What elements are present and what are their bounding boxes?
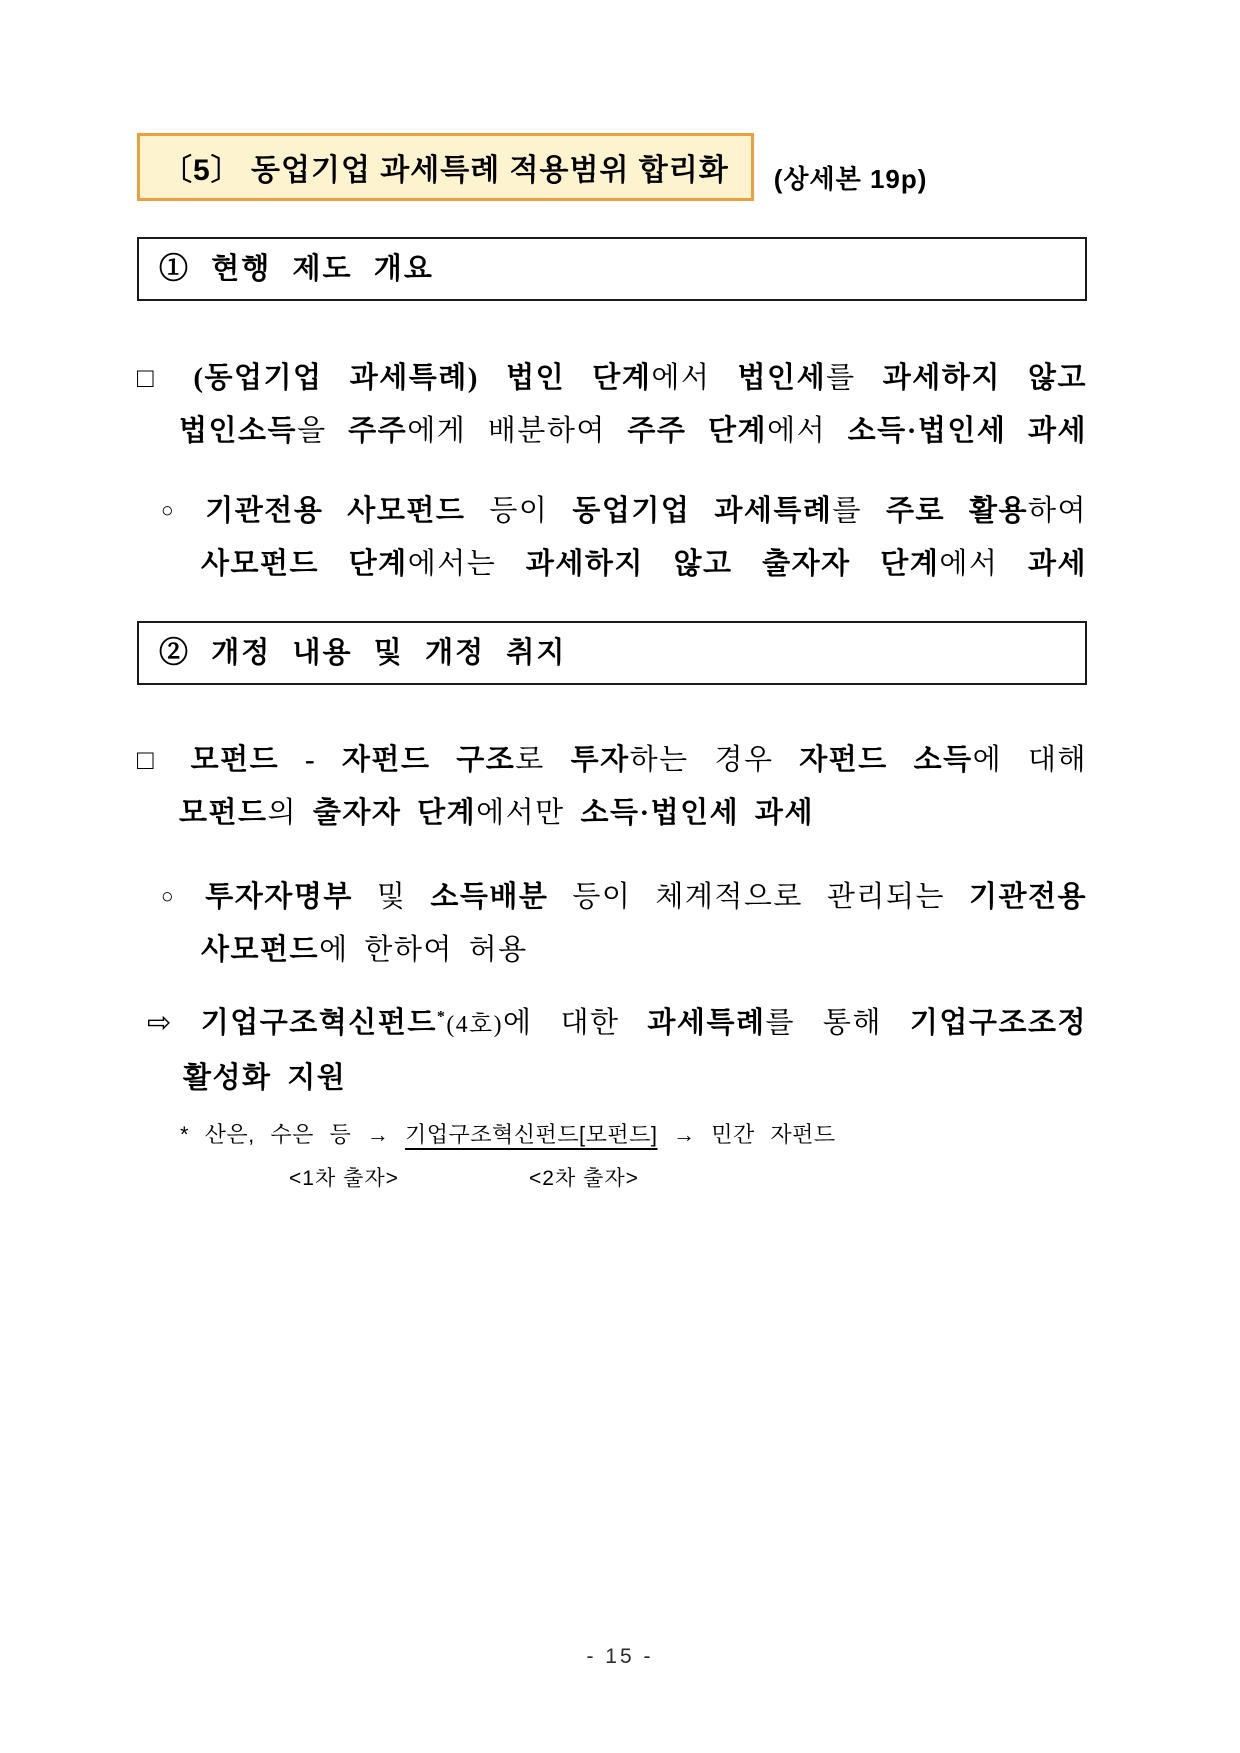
text-line <box>137 405 1087 458</box>
text-run: 로 <box>515 744 571 776</box>
text-run: 에 한하여 허용 <box>319 934 528 966</box>
text-run: 투자 <box>570 744 630 776</box>
text-run: 기관전용 <box>968 881 1088 913</box>
text-run: 사모펀드 단계 <box>201 548 408 580</box>
arrow-bullet-icon: ⇨ <box>147 1007 201 1039</box>
circle-bullet-icon: ○ <box>161 498 206 522</box>
text-run: 을 <box>297 415 349 447</box>
paragraph <box>137 351 1087 458</box>
text-line <box>137 997 1087 1052</box>
section-2-title: ② 개정 내용 및 개정 취지 <box>159 637 567 669</box>
text-run: 에 대해 <box>972 744 1087 776</box>
text-run: 과세 <box>1027 548 1088 580</box>
text-run: 에서 <box>651 362 738 394</box>
text-run: 하여 <box>1027 495 1088 527</box>
text-run: 활성화 지원 <box>183 1062 347 1094</box>
text-run: 에서 <box>939 548 1028 580</box>
text-run: * <box>436 1008 447 1026</box>
text-run: 소득·법인세 과세 <box>847 415 1088 447</box>
paragraph <box>137 870 1087 977</box>
text-run: 하는 경우 <box>629 744 800 776</box>
text-run: 모펀드 - 자펀드 구조 <box>190 744 516 776</box>
text-run: 를 <box>826 362 883 394</box>
text-run: 법인소득 <box>179 415 298 447</box>
text-run: 주주 단계 <box>627 415 768 447</box>
text-line <box>137 538 1087 591</box>
text-run: 등이 체계적으로 관리되는 <box>548 881 969 913</box>
text-run: 의 <box>267 797 313 829</box>
text-line <box>137 787 1087 840</box>
text-run: 에게 배분하여 <box>407 415 628 447</box>
section-2-body <box>137 733 1087 1105</box>
text-run: 기업구조조정 <box>909 1007 1087 1039</box>
paragraph <box>137 997 1087 1105</box>
section-1-header <box>137 237 1087 301</box>
text-run: 를 통해 <box>765 1007 910 1039</box>
title-row <box>137 133 1087 201</box>
text-line <box>137 924 1087 977</box>
text-run: 과세하지 않고 <box>882 362 1088 394</box>
square-bullet-icon: □ <box>137 744 191 775</box>
title-box <box>137 133 754 201</box>
footnote <box>137 1113 1087 1205</box>
text-run: (동업기업 과세특례) 법인 단계 <box>193 362 652 394</box>
text-run: 주로 활용 <box>885 495 1028 527</box>
text-run: 출자자 단계 <box>312 797 477 829</box>
square-bullet-icon: □ <box>137 362 194 393</box>
text-run: * 산은, 수은 등 → <box>180 1122 405 1147</box>
footnote-caption-primary-investment: <1차 출자> <box>289 1167 399 1190</box>
text-run: 등이 <box>465 495 573 527</box>
footnote-flow-line <box>137 1113 1087 1157</box>
text-line <box>137 870 1087 924</box>
text-run: → 민간 자펀드 <box>657 1122 836 1147</box>
paragraph <box>137 484 1087 591</box>
text-run: 기업구조혁신펀드 <box>200 1007 437 1039</box>
text-run: 에서는 <box>407 548 526 580</box>
text-run: 투자자명부 <box>205 881 353 913</box>
text-line <box>137 1052 1087 1105</box>
text-line <box>137 484 1087 538</box>
text-run: 자펀드 소득 <box>799 744 973 776</box>
detail-reference-note: (상세본 19p) <box>773 164 928 194</box>
text-run: 주주 <box>348 415 408 447</box>
page-number: - 15 - <box>586 1645 654 1668</box>
text-line <box>137 351 1087 405</box>
text-run: 및 <box>352 881 431 913</box>
text-run: 기업구조혁신펀드[모펀드] <box>405 1122 658 1147</box>
text-run: 법인세 <box>737 362 827 394</box>
circle-bullet-icon: ○ <box>161 884 206 908</box>
text-run: 소득배분 <box>430 881 549 913</box>
section-1-body <box>137 351 1087 591</box>
paragraph <box>137 733 1087 840</box>
section-2-header <box>137 621 1087 685</box>
text-run: 동업기업 과세특례 <box>572 495 833 527</box>
page-title: 〔5〕 동업기업 과세특례 적용범위 합리화 <box>162 154 729 187</box>
text-run: 소득·법인세 과세 <box>580 797 814 829</box>
text-line <box>137 733 1087 787</box>
text-run: 과세특례 <box>647 1007 766 1039</box>
text-run: 에 대한 <box>503 1007 648 1039</box>
footnote-captions <box>137 1157 1087 1205</box>
text-run: 기관전용 사모펀드 <box>205 495 466 527</box>
text-run: (4호) <box>446 1012 503 1038</box>
text-run: 를 <box>832 495 886 527</box>
text-run: 에서 <box>767 415 848 447</box>
section-1-title: ① 현행 제도 개요 <box>159 253 434 285</box>
text-run: 과세하지 않고 출자자 단계 <box>525 548 940 580</box>
text-run: 모펀드 <box>179 797 268 829</box>
text-run: 에서만 <box>476 797 581 829</box>
footnote-caption-secondary-investment: <2차 출자> <box>529 1167 639 1190</box>
text-run: 사모펀드 <box>201 934 320 966</box>
